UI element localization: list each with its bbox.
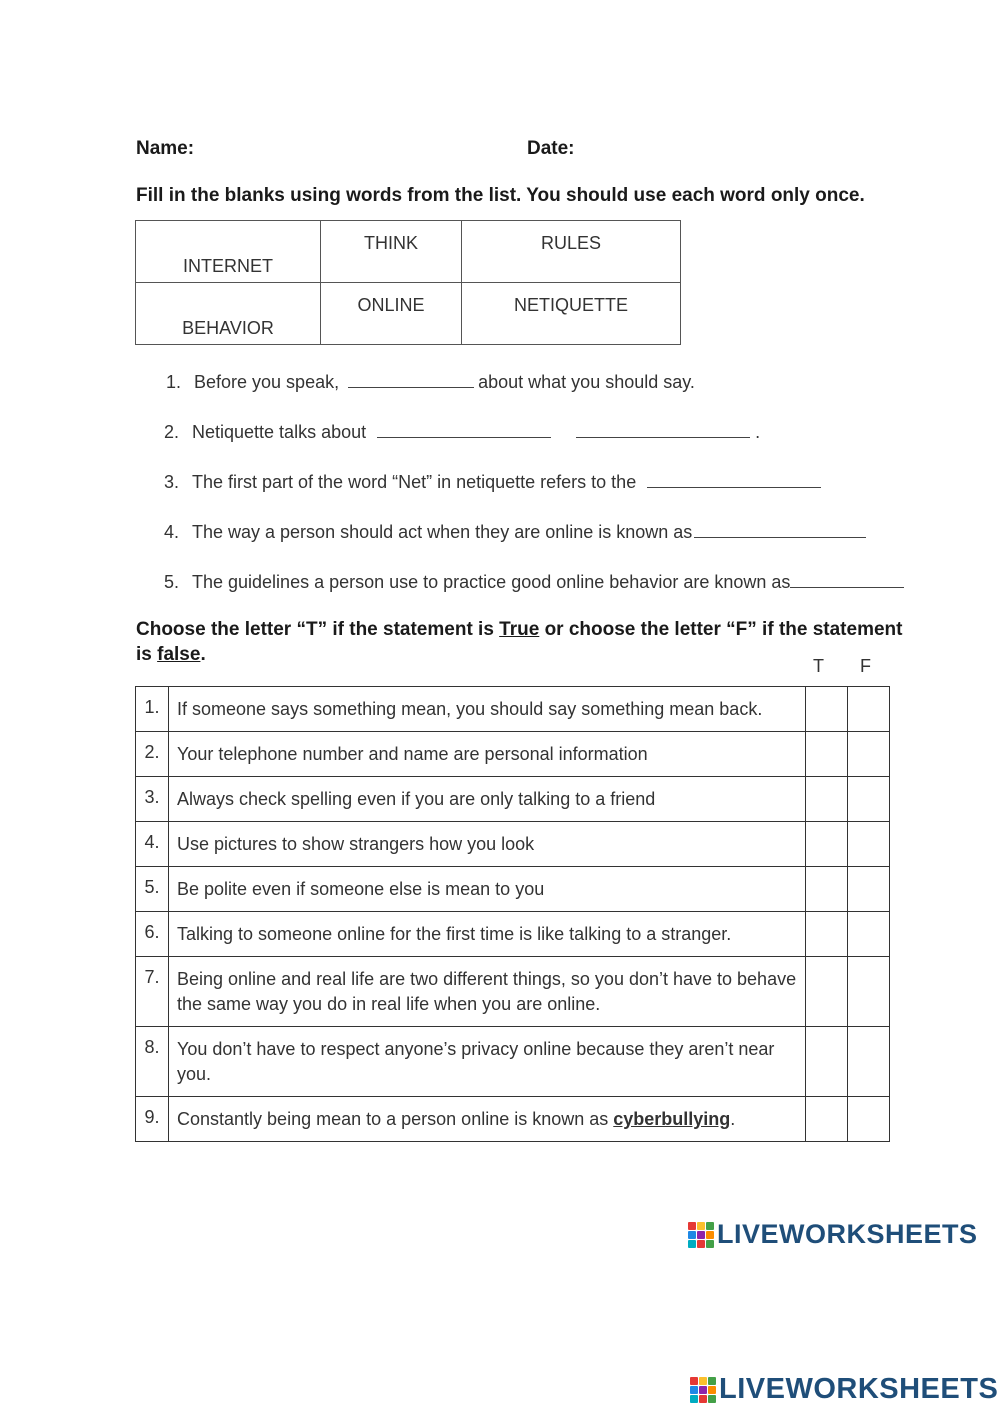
true-checkbox[interactable] — [806, 912, 848, 957]
logo-text: LIVEWORKSHEETS — [719, 1373, 999, 1405]
question-text: The way a person should act when they are online is known as — [192, 522, 693, 542]
table-row — [136, 822, 890, 867]
statement-text-part: Constantly being mean to a person online is known as — [177, 1109, 614, 1129]
question-text-after: about what you should say. — [478, 372, 695, 392]
fill-instruction: Fill in the blanks using words from the list. You should use each word only once. — [136, 185, 865, 206]
table-row — [136, 957, 890, 1027]
statement-number: 9. — [136, 1097, 169, 1142]
false-checkbox[interactable] — [848, 732, 890, 777]
word-bank-table — [135, 220, 681, 345]
word-bank-cell: NETIQUETTE — [462, 283, 681, 345]
true-checkbox[interactable] — [806, 822, 848, 867]
statement-text: Being online and real life are two different things, so you don’t have to behave the same way you do in real life when you are online. — [169, 957, 806, 1027]
question-number: 5. — [164, 572, 180, 592]
blank-input-4[interactable] — [694, 519, 866, 538]
liveworksheets-logo — [688, 1219, 978, 1250]
tf-instruction-text: is — [136, 644, 158, 665]
word-bank-cell: INTERNET — [136, 221, 321, 283]
word-bank-row — [136, 221, 681, 283]
liveworksheets-logo-footer — [690, 1373, 998, 1406]
blank-input-5[interactable] — [790, 569, 904, 588]
question-text: The first part of the word “Net” in netiquette refers to the — [192, 472, 637, 492]
statement-text: Always check spelling even if you are only talking to a friend — [169, 777, 806, 822]
tf-table — [135, 686, 890, 1142]
statement-number: 6. — [136, 912, 169, 957]
blank-input-3[interactable] — [647, 469, 821, 488]
fill-question-3 — [164, 469, 821, 493]
statement-text-part: . — [730, 1109, 736, 1129]
fill-question-4 — [164, 519, 866, 543]
statement-text: Talking to someone online for the first time is like talking to a stranger. — [169, 912, 806, 957]
blank-input-2a[interactable] — [377, 419, 551, 438]
table-row — [136, 732, 890, 777]
question-text: Before you speak, — [194, 372, 340, 392]
false-checkbox[interactable] — [848, 687, 890, 732]
statement-number: 3. — [136, 777, 169, 822]
fill-question-2 — [164, 419, 760, 443]
false-checkbox[interactable] — [848, 822, 890, 867]
statement-keyword: cyberbullying — [613, 1109, 731, 1129]
logo-blocks-icon — [688, 1222, 714, 1248]
true-checkbox[interactable] — [806, 957, 848, 1027]
statement-text: Use pictures to show strangers how you look — [169, 822, 806, 867]
statement-text — [169, 1097, 806, 1142]
statement-number: 8. — [136, 1027, 169, 1097]
tf-column-t: T — [813, 656, 824, 676]
date-label: Date: — [527, 138, 575, 159]
table-row — [136, 912, 890, 957]
question-number: 1. — [166, 372, 182, 392]
false-checkbox[interactable] — [848, 957, 890, 1027]
statement-number: 1. — [136, 687, 169, 732]
false-checkbox[interactable] — [848, 1027, 890, 1097]
statement-text: Be polite even if someone else is mean to you — [169, 867, 806, 912]
statement-number: 2. — [136, 732, 169, 777]
word-bank-cell: RULES — [462, 221, 681, 283]
word-bank-cell: BEHAVIOR — [136, 283, 321, 345]
tf-column-f: F — [860, 656, 871, 676]
word-bank-cell: ONLINE — [321, 283, 462, 345]
table-row — [136, 1027, 890, 1097]
word-bank-cell: THINK — [321, 221, 462, 283]
statement-text: Your telephone number and name are personal information — [169, 732, 806, 777]
statement-number: 7. — [136, 957, 169, 1027]
blank-input-2b[interactable] — [576, 419, 750, 438]
true-checkbox[interactable] — [806, 867, 848, 912]
question-number: 4. — [164, 522, 180, 542]
tf-instruction-text: or choose the letter “F” if the statement — [539, 619, 903, 640]
false-checkbox[interactable] — [848, 912, 890, 957]
true-checkbox[interactable] — [806, 687, 848, 732]
true-checkbox[interactable] — [806, 777, 848, 822]
question-text: Netiquette talks about — [192, 422, 367, 442]
table-row — [136, 1097, 890, 1142]
false-checkbox[interactable] — [848, 1097, 890, 1142]
true-checkbox[interactable] — [806, 1027, 848, 1097]
tf-instruction-true: True — [499, 619, 540, 640]
tf-instruction-false: false — [157, 644, 201, 665]
fill-question-5 — [164, 569, 904, 593]
question-number: 2. — [164, 422, 180, 442]
logo-text: LIVEWORKSHEETS — [717, 1219, 978, 1249]
false-checkbox[interactable] — [848, 867, 890, 912]
question-number: 3. — [164, 472, 180, 492]
table-row — [136, 687, 890, 732]
tf-instruction-text: . — [200, 644, 206, 665]
true-checkbox[interactable] — [806, 732, 848, 777]
question-text: The guidelines a person use to practice good online behavior are known as — [192, 572, 791, 592]
statement-text: If someone says something mean, you should say something mean back. — [169, 687, 806, 732]
false-checkbox[interactable] — [848, 777, 890, 822]
true-checkbox[interactable] — [806, 1097, 848, 1142]
fill-question-1 — [166, 369, 695, 393]
tf-instruction-line-2 — [136, 644, 206, 666]
statement-text: You don’t have to respect anyone’s privacy online because they aren’t near you. — [169, 1027, 806, 1097]
statement-number: 4. — [136, 822, 169, 867]
table-row — [136, 867, 890, 912]
table-row — [136, 777, 890, 822]
statement-number: 5. — [136, 867, 169, 912]
question-text-after: . — [755, 422, 761, 442]
blank-input-1[interactable] — [348, 369, 474, 388]
tf-instruction-text: Choose the letter “T” if the statement is — [136, 619, 500, 640]
tf-instruction-line-1 — [136, 619, 902, 641]
name-label: Name: — [136, 138, 195, 159]
word-bank-row — [136, 283, 681, 345]
logo-blocks-icon — [690, 1377, 716, 1403]
